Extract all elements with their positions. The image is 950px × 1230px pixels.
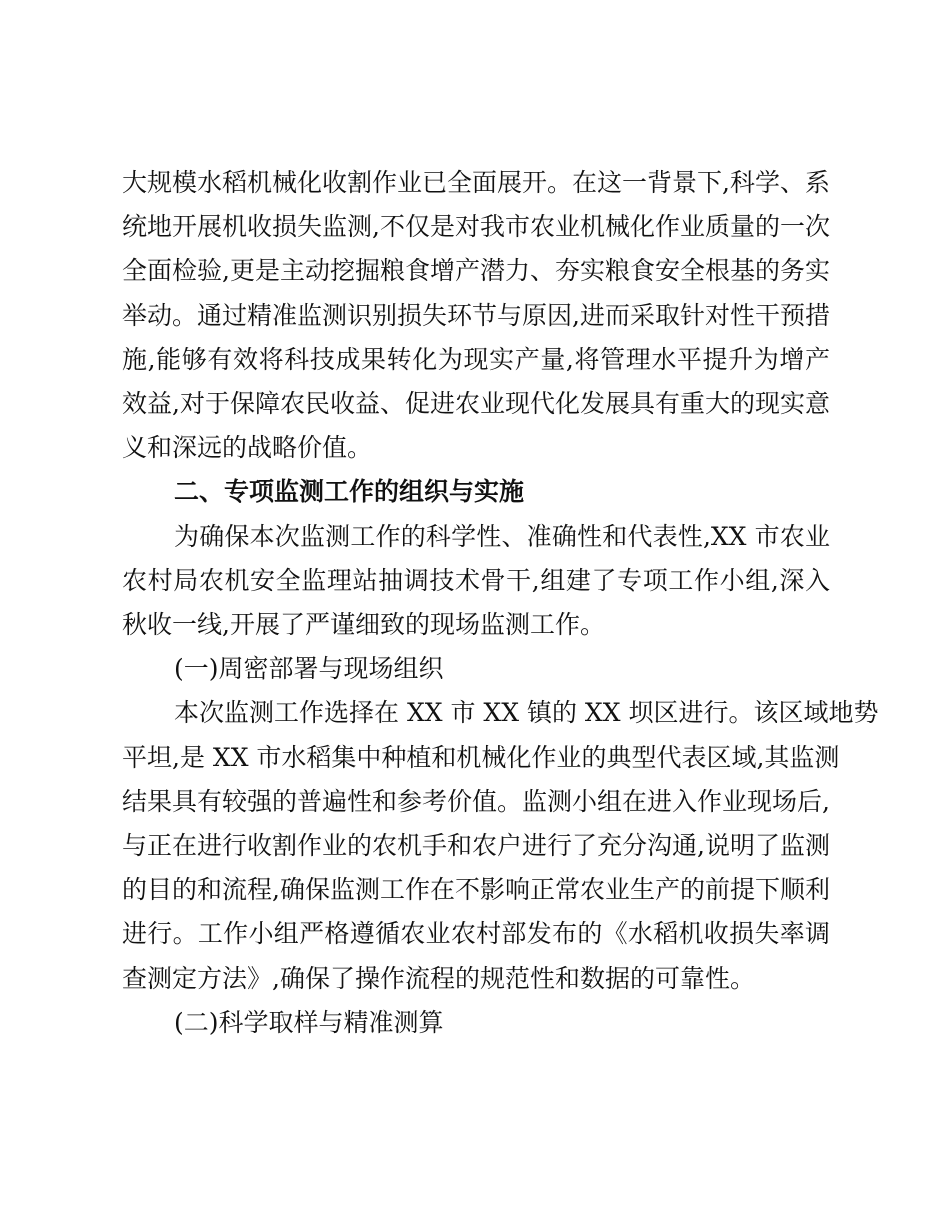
subsection-heading: (一)周密部署与现场组织: [174, 654, 444, 684]
section-heading: 二、专项监测工作的组织与实施: [174, 477, 525, 507]
body-text-line: 大规模水稻机械化收割作业已全面展开。在这一背景下,科学、系: [122, 168, 830, 197]
subsection-heading: (二)科学取样与精准测算: [174, 1007, 444, 1037]
body-text-line: 结果具有较强的普遍性和参考价值。监测小组在进入作业现场后,: [122, 786, 830, 816]
body-text-line: 查测定方法》,确保了操作流程的规范性和数据的可靠性。: [122, 963, 755, 993]
body-text-line: 平坦,是 XX 市水稻集中种植和机械化作业的典型代表区域,其监测: [122, 742, 840, 772]
body-text-line: 的目的和流程,确保监测工作在不影响正常农业生产的前提下顺利: [122, 875, 830, 905]
body-text-line: 全面检验,更是主动挖掘粮食增产潜力、夯实粮食安全根基的务实: [122, 256, 830, 286]
body-text-line: 义和深远的战略价值。: [122, 433, 373, 463]
body-text-line: 效益,对于保障农民收益、促进农业现代化发展具有重大的现实意: [122, 389, 830, 418]
body-text-line: 本次监测工作选择在 XX 市 XX 镇的 XX 坝区进行。该区域地势: [174, 698, 879, 728]
body-text-line: 农村局农机安全监理站抽调技术骨干,组建了专项工作小组,深入: [122, 565, 830, 595]
body-text-line: 与正在进行收割作业的农机手和农户进行了充分沟通,说明了监测: [122, 831, 830, 860]
body-text-line: 进行。工作小组严格遵循农业农村部发布的《水稻机收损失率调: [122, 919, 830, 949]
body-text-line: 施,能够有效将科技成果转化为现实产量,将管理水平提升为增产: [122, 344, 830, 374]
body-text-line: 统地开展机收损失监测,不仅是对我市农业机械化作业质量的一次: [122, 212, 830, 242]
body-text-line: 举动。通过精准监测识别损失环节与原因,进而采取针对性干预措: [122, 300, 830, 330]
body-text-line: 为确保本次监测工作的科学性、准确性和代表性,XX 市农业: [174, 521, 830, 551]
body-text-line: 秋收一线,开展了严谨细致的现场监测工作。: [122, 610, 605, 639]
